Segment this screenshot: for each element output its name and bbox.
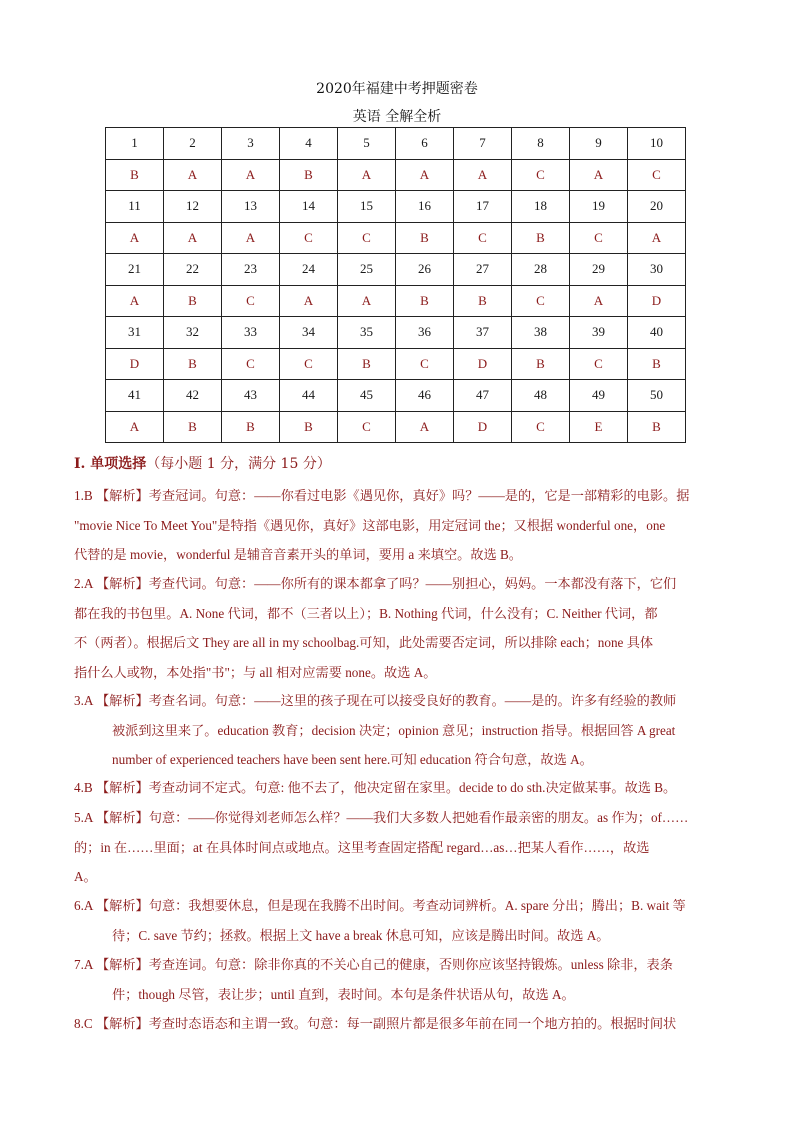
- answer-cell: A: [164, 222, 222, 254]
- question-item: [74, 686, 724, 775]
- answer-cell: B: [396, 285, 454, 317]
- answer-letter-row: [106, 159, 686, 191]
- explanation-line: 【解析】考查时态语态和主谓一致。句意：每一副照片都是很多年前在同一个地方拍的。根据时间状: [95, 1016, 677, 1031]
- question-number-row: [106, 191, 686, 223]
- answer-letter-row: [106, 411, 686, 443]
- answer-cell: C: [570, 222, 628, 254]
- question-number-cell: 28: [512, 254, 570, 286]
- answer-cell: B: [280, 411, 338, 443]
- question-number-cell: 34: [280, 317, 338, 349]
- question-number-cell: 14: [280, 191, 338, 223]
- explanation-line: 【解析】考查冠词。句意：——你看过电影《遇见你，真好》吗？——是的，它是一部精彩的电影。据: [95, 488, 690, 503]
- question-number-cell: 24: [280, 254, 338, 286]
- question-number-cell: 23: [222, 254, 280, 286]
- question-number-cell: 25: [338, 254, 396, 286]
- answer-cell: C: [570, 348, 628, 380]
- answer-cell: C: [628, 159, 686, 191]
- question-number-cell: 1: [106, 128, 164, 160]
- answer-cell: A: [280, 285, 338, 317]
- section-title: I. 单项选择: [74, 456, 147, 472]
- question-number-cell: 43: [222, 380, 280, 412]
- answer-cell: A: [164, 159, 222, 191]
- answer-table: [105, 127, 686, 443]
- question-number-cell: 41: [106, 380, 164, 412]
- question-number-cell: 4: [280, 128, 338, 160]
- answer-cell: D: [106, 348, 164, 380]
- question-number-cell: 6: [396, 128, 454, 160]
- question-number: 7.A: [74, 957, 93, 972]
- question-number-cell: 31: [106, 317, 164, 349]
- question-number-cell: 44: [280, 380, 338, 412]
- answer-cell: B: [280, 159, 338, 191]
- answer-cell: B: [164, 285, 222, 317]
- answer-cell: C: [280, 348, 338, 380]
- answer-cell: D: [454, 348, 512, 380]
- answer-cell: A: [338, 159, 396, 191]
- question-number-cell: 30: [628, 254, 686, 286]
- answer-cell: B: [106, 159, 164, 191]
- answer-cell: A: [338, 285, 396, 317]
- answer-cell: B: [628, 411, 686, 443]
- answer-cell: B: [396, 222, 454, 254]
- document-title: 2020年福建中考押题密卷: [316, 81, 478, 97]
- answer-cell: B: [164, 411, 222, 443]
- answer-cell: B: [338, 348, 396, 380]
- answer-cell: A: [396, 159, 454, 191]
- answer-cell: B: [164, 348, 222, 380]
- explanation-line: number of experienced teachers have been sent here.可知 education 符合句意，故选 A。: [112, 752, 593, 767]
- question-number-cell: 27: [454, 254, 512, 286]
- answer-cell: A: [570, 285, 628, 317]
- question-number-cell: 22: [164, 254, 222, 286]
- explanation-line: "movie Nice To Meet You"是特指《遇见你，真好》这部电影，用定冠词 the；又根据 wonderful one，one: [74, 517, 666, 533]
- section-note: （每小题 1 分，满分 15 分）: [146, 456, 331, 472]
- question-number: 1.B: [74, 488, 93, 503]
- answer-cell: A: [106, 285, 164, 317]
- question-number-cell: 39: [570, 317, 628, 349]
- question-number-cell: 18: [512, 191, 570, 223]
- answer-cell: A: [454, 159, 512, 191]
- question-number: 8.C: [74, 1016, 93, 1031]
- question-number-cell: 10: [628, 128, 686, 160]
- answer-cell: C: [222, 285, 280, 317]
- question-number-cell: 21: [106, 254, 164, 286]
- question-number-cell: 3: [222, 128, 280, 160]
- question-number: 6.A: [74, 898, 93, 913]
- explanation-line: 【解析】句意：——你觉得刘老师怎么样？——我们大多数人把她看作最亲密的朋友。as 作为；of……: [95, 810, 689, 825]
- question-item: [74, 481, 724, 570]
- answer-cell: A: [222, 222, 280, 254]
- question-number-cell: 8: [512, 128, 570, 160]
- question-number: 3.A: [74, 693, 93, 708]
- answer-cell: C: [454, 222, 512, 254]
- question-number-cell: 35: [338, 317, 396, 349]
- question-number-cell: 32: [164, 317, 222, 349]
- answer-cell: A: [628, 222, 686, 254]
- question-number-cell: 19: [570, 191, 628, 223]
- question-number-cell: 37: [454, 317, 512, 349]
- answer-cell: A: [396, 411, 454, 443]
- answer-cell: C: [396, 348, 454, 380]
- question-number-cell: 29: [570, 254, 628, 286]
- explanation-line: 【解析】考查动词不定式。句意: 他不去了，他决定留在家里。decide to do sth.决定做某事。故选 B。: [95, 780, 677, 795]
- question-number-cell: 15: [338, 191, 396, 223]
- question-item: [74, 1009, 724, 1039]
- question-number-cell: 38: [512, 317, 570, 349]
- explanation-line: 件；though 尽管，表让步；until 直到，表时间。本句是条件状语从句，故选 A。: [112, 986, 575, 1002]
- answer-cell: D: [628, 285, 686, 317]
- question-number-cell: 36: [396, 317, 454, 349]
- explanation-line: A。: [74, 869, 97, 884]
- explanation-line: 【解析】句意：我想要休息，但是现在我腾不出时间。考查动词辨析。A. spare 分出；腾出；B. wait 等: [95, 898, 686, 913]
- question-number-cell: 49: [570, 380, 628, 412]
- section-heading: [74, 453, 331, 473]
- answer-letter-row: [106, 285, 686, 317]
- question-number-cell: 7: [454, 128, 512, 160]
- question-item: [74, 891, 724, 950]
- answer-cell: A: [106, 222, 164, 254]
- question-number-cell: 17: [454, 191, 512, 223]
- answer-cell: B: [628, 348, 686, 380]
- question-item: [74, 569, 724, 687]
- question-number-cell: 46: [396, 380, 454, 412]
- question-number-row: [106, 317, 686, 349]
- question-item: [74, 773, 724, 803]
- explanation-line: 代替的是 movie，wonderful 是辅音音素开头的单词，要用 a 来填空。故选 B。: [74, 547, 522, 562]
- answer-cell: B: [512, 348, 570, 380]
- answer-cell: C: [512, 159, 570, 191]
- answer-cell: B: [222, 411, 280, 443]
- explanation-line: 不（两者）。根据后文 They are all in my schoolbag.可知，此处需要否定词，所以排除 each；none 具体: [74, 635, 654, 650]
- answer-cell: A: [222, 159, 280, 191]
- question-number-cell: 11: [106, 191, 164, 223]
- question-number-cell: 20: [628, 191, 686, 223]
- answer-cell: C: [338, 411, 396, 443]
- question-number-cell: 50: [628, 380, 686, 412]
- question-number-cell: 40: [628, 317, 686, 349]
- explanation-line: 都在我的书包里。A. None 代词，都不（三者以上）；B. Nothing 代词，什么没有；C. Neither 代词，都: [74, 605, 658, 621]
- answer-letter-row: [106, 222, 686, 254]
- question-number-cell: 26: [396, 254, 454, 286]
- answer-cell: C: [338, 222, 396, 254]
- answer-cell: A: [106, 411, 164, 443]
- explanation-line: 的；in 在……里面；at 在具体时间点或地点。这里考查固定搭配 regard…as…把某人看作……，故选: [74, 839, 650, 855]
- question-number: 5.A: [74, 810, 93, 825]
- answer-cell: A: [570, 159, 628, 191]
- explanation-line: 【解析】考查代词。句意：——你所有的课本都拿了吗？——别担心，妈妈。一本都没有落下，它们: [95, 576, 677, 591]
- answer-cell: C: [512, 285, 570, 317]
- explanation-line: 指什么人或物，本处指"书"；与 all 相对应需要 none。故选 A。: [74, 664, 437, 680]
- document-subtitle: 英语 全解全析: [352, 109, 442, 125]
- question-number-cell: 2: [164, 128, 222, 160]
- answer-cell: D: [454, 411, 512, 443]
- question-number: 2.A: [74, 576, 93, 591]
- explanation-line: 【解析】考查连词。句意：除非你真的不关心自己的健康，否则你应该坚持锻炼。unless 除非，表条: [95, 957, 673, 972]
- answer-cell: B: [454, 285, 512, 317]
- question-number-cell: 42: [164, 380, 222, 412]
- question-number-cell: 47: [454, 380, 512, 412]
- question-number-row: [106, 128, 686, 160]
- question-number: 4.B: [74, 780, 93, 795]
- question-number-cell: 16: [396, 191, 454, 223]
- question-number-cell: 48: [512, 380, 570, 412]
- answer-cell: C: [222, 348, 280, 380]
- question-number-cell: 33: [222, 317, 280, 349]
- question-number-row: [106, 254, 686, 286]
- explanation-line: 【解析】考查名词。句意：——这里的孩子现在可以接受良好的教育。——是的。许多有经验的教师: [95, 693, 677, 708]
- question-number-cell: 5: [338, 128, 396, 160]
- explanation-line: 被派到这里来了。education 教育；decision 决定；opinion 意见；instruction 指导。根据回答 A great: [112, 722, 676, 738]
- explanation-line: 待；C. save 节约；拯救。根据上文 have a break 休息可知，应该是腾出时间。故选 A。: [112, 927, 610, 943]
- question-number-cell: 45: [338, 380, 396, 412]
- answer-cell: E: [570, 411, 628, 443]
- answer-cell: C: [512, 411, 570, 443]
- answer-letter-row: [106, 348, 686, 380]
- question-item: [74, 950, 724, 1009]
- question-number-cell: 13: [222, 191, 280, 223]
- question-item: [74, 803, 724, 892]
- question-number-row: [106, 380, 686, 412]
- question-number-cell: 9: [570, 128, 628, 160]
- answer-cell: B: [512, 222, 570, 254]
- answer-cell: C: [280, 222, 338, 254]
- question-number-cell: 12: [164, 191, 222, 223]
